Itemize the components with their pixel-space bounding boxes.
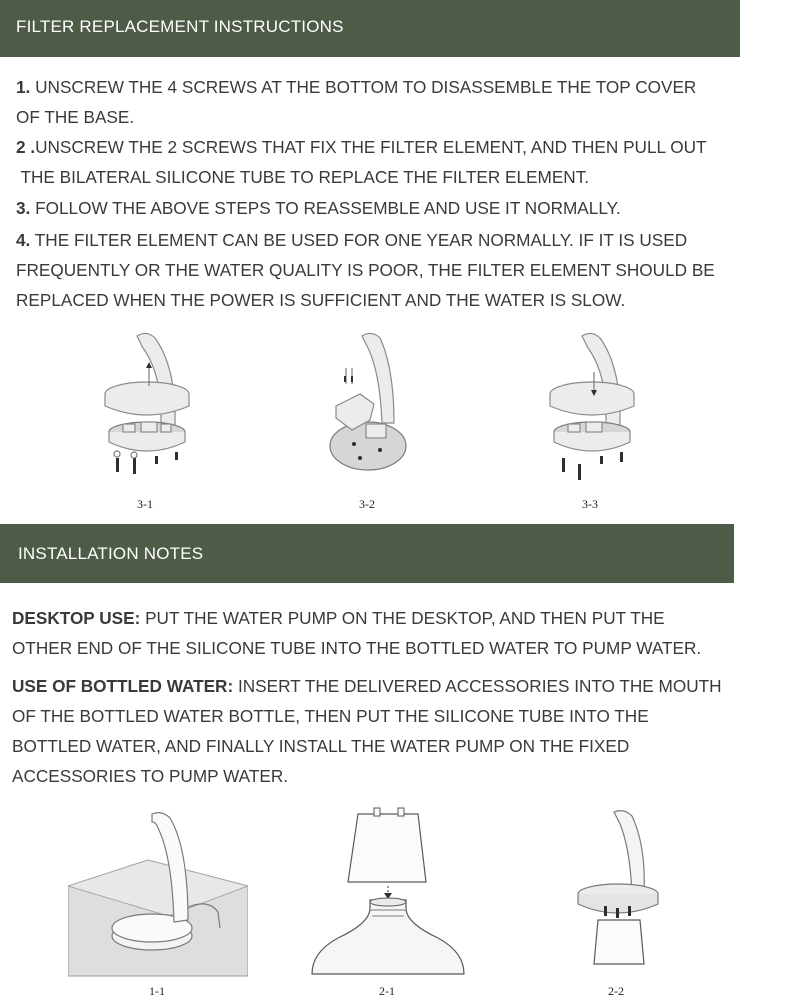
figure-caption: 2-2 <box>608 984 624 998</box>
step-text: FREQUENTLY OR THE WATER QUALITY IS POOR, THE FILTER ELEMENT SHOULD BE <box>16 260 715 280</box>
step-number: 4. <box>16 230 31 250</box>
figure-caption: 3-2 <box>359 497 375 511</box>
step-text: REPLACED WHEN THE POWER IS SUFFICIENT AND THE WATER IS SLOW. <box>16 290 626 310</box>
desktop-pump-illustration <box>68 808 248 978</box>
step-text: UNSCREW THE 4 SCREWS AT THE BOTTOM TO DISASSEMBLE THE TOP COVER <box>30 77 697 97</box>
bottle-adapter-illustration <box>308 806 468 978</box>
desktop-use-note <box>12 603 701 663</box>
note-text: BOTTLED WATER, AND FINALLY INSTALL THE WATER PUMP ON THE FIXED <box>12 736 630 756</box>
step-text: THE BILATERAL SILICONE TUBE TO REPLACE THE FILTER ELEMENT. <box>16 167 590 187</box>
reassembly-illustration <box>540 328 650 488</box>
figure-caption: 2-1 <box>379 984 395 998</box>
bottled-water-note <box>12 671 722 791</box>
note-label: DESKTOP USE: <box>12 608 141 628</box>
note-text: INSERT THE DELIVERED ACCESSORIES INTO THE MOUTH <box>233 676 722 696</box>
note-text: PUT THE WATER PUMP ON THE DESKTOP, AND THEN PUT THE <box>140 608 665 628</box>
step-number: 3. <box>16 198 31 218</box>
step-number: 1. <box>16 77 31 97</box>
section-title: INSTALLATION NOTES <box>18 543 204 563</box>
filter-element-illustration <box>322 328 412 488</box>
step-1 <box>16 72 696 132</box>
mounted-pump-illustration <box>574 806 664 972</box>
step-text: FOLLOW THE ABOVE STEPS TO REASSEMBLE AND USE IT NORMALLY. <box>30 198 621 218</box>
installation-notes-heading <box>0 524 734 583</box>
disassembly-illustration <box>95 328 205 483</box>
figure-caption: 3-1 <box>137 497 153 511</box>
section-title: FILTER REPLACEMENT INSTRUCTIONS <box>16 16 344 36</box>
step-number: 2 . <box>16 137 36 157</box>
step-text: OF THE BASE. <box>16 107 135 127</box>
filter-replacement-heading <box>0 0 740 57</box>
figure-caption: 1-1 <box>149 984 165 998</box>
note-label: USE OF BOTTLED WATER: <box>12 676 234 696</box>
step-text: UNSCREW THE 2 SCREWS THAT FIX THE FILTER ELEMENT, AND THEN PULL OUT <box>35 137 707 157</box>
note-text: OF THE BOTTLED WATER BOTTLE, THEN PUT THE SILICONE TUBE INTO THE <box>12 706 649 726</box>
figure-caption: 3-3 <box>582 497 598 511</box>
step-text: THE FILTER ELEMENT CAN BE USED FOR ONE YEAR NORMALLY. IF IT IS USED <box>30 230 688 250</box>
note-text: ACCESSORIES TO PUMP WATER. <box>12 766 289 786</box>
step-4 <box>16 225 715 315</box>
step-2 <box>16 132 706 192</box>
step-3 <box>16 193 621 223</box>
note-text: OTHER END OF THE SILICONE TUBE INTO THE BOTTLED WATER TO PUMP WATER. <box>12 638 702 658</box>
